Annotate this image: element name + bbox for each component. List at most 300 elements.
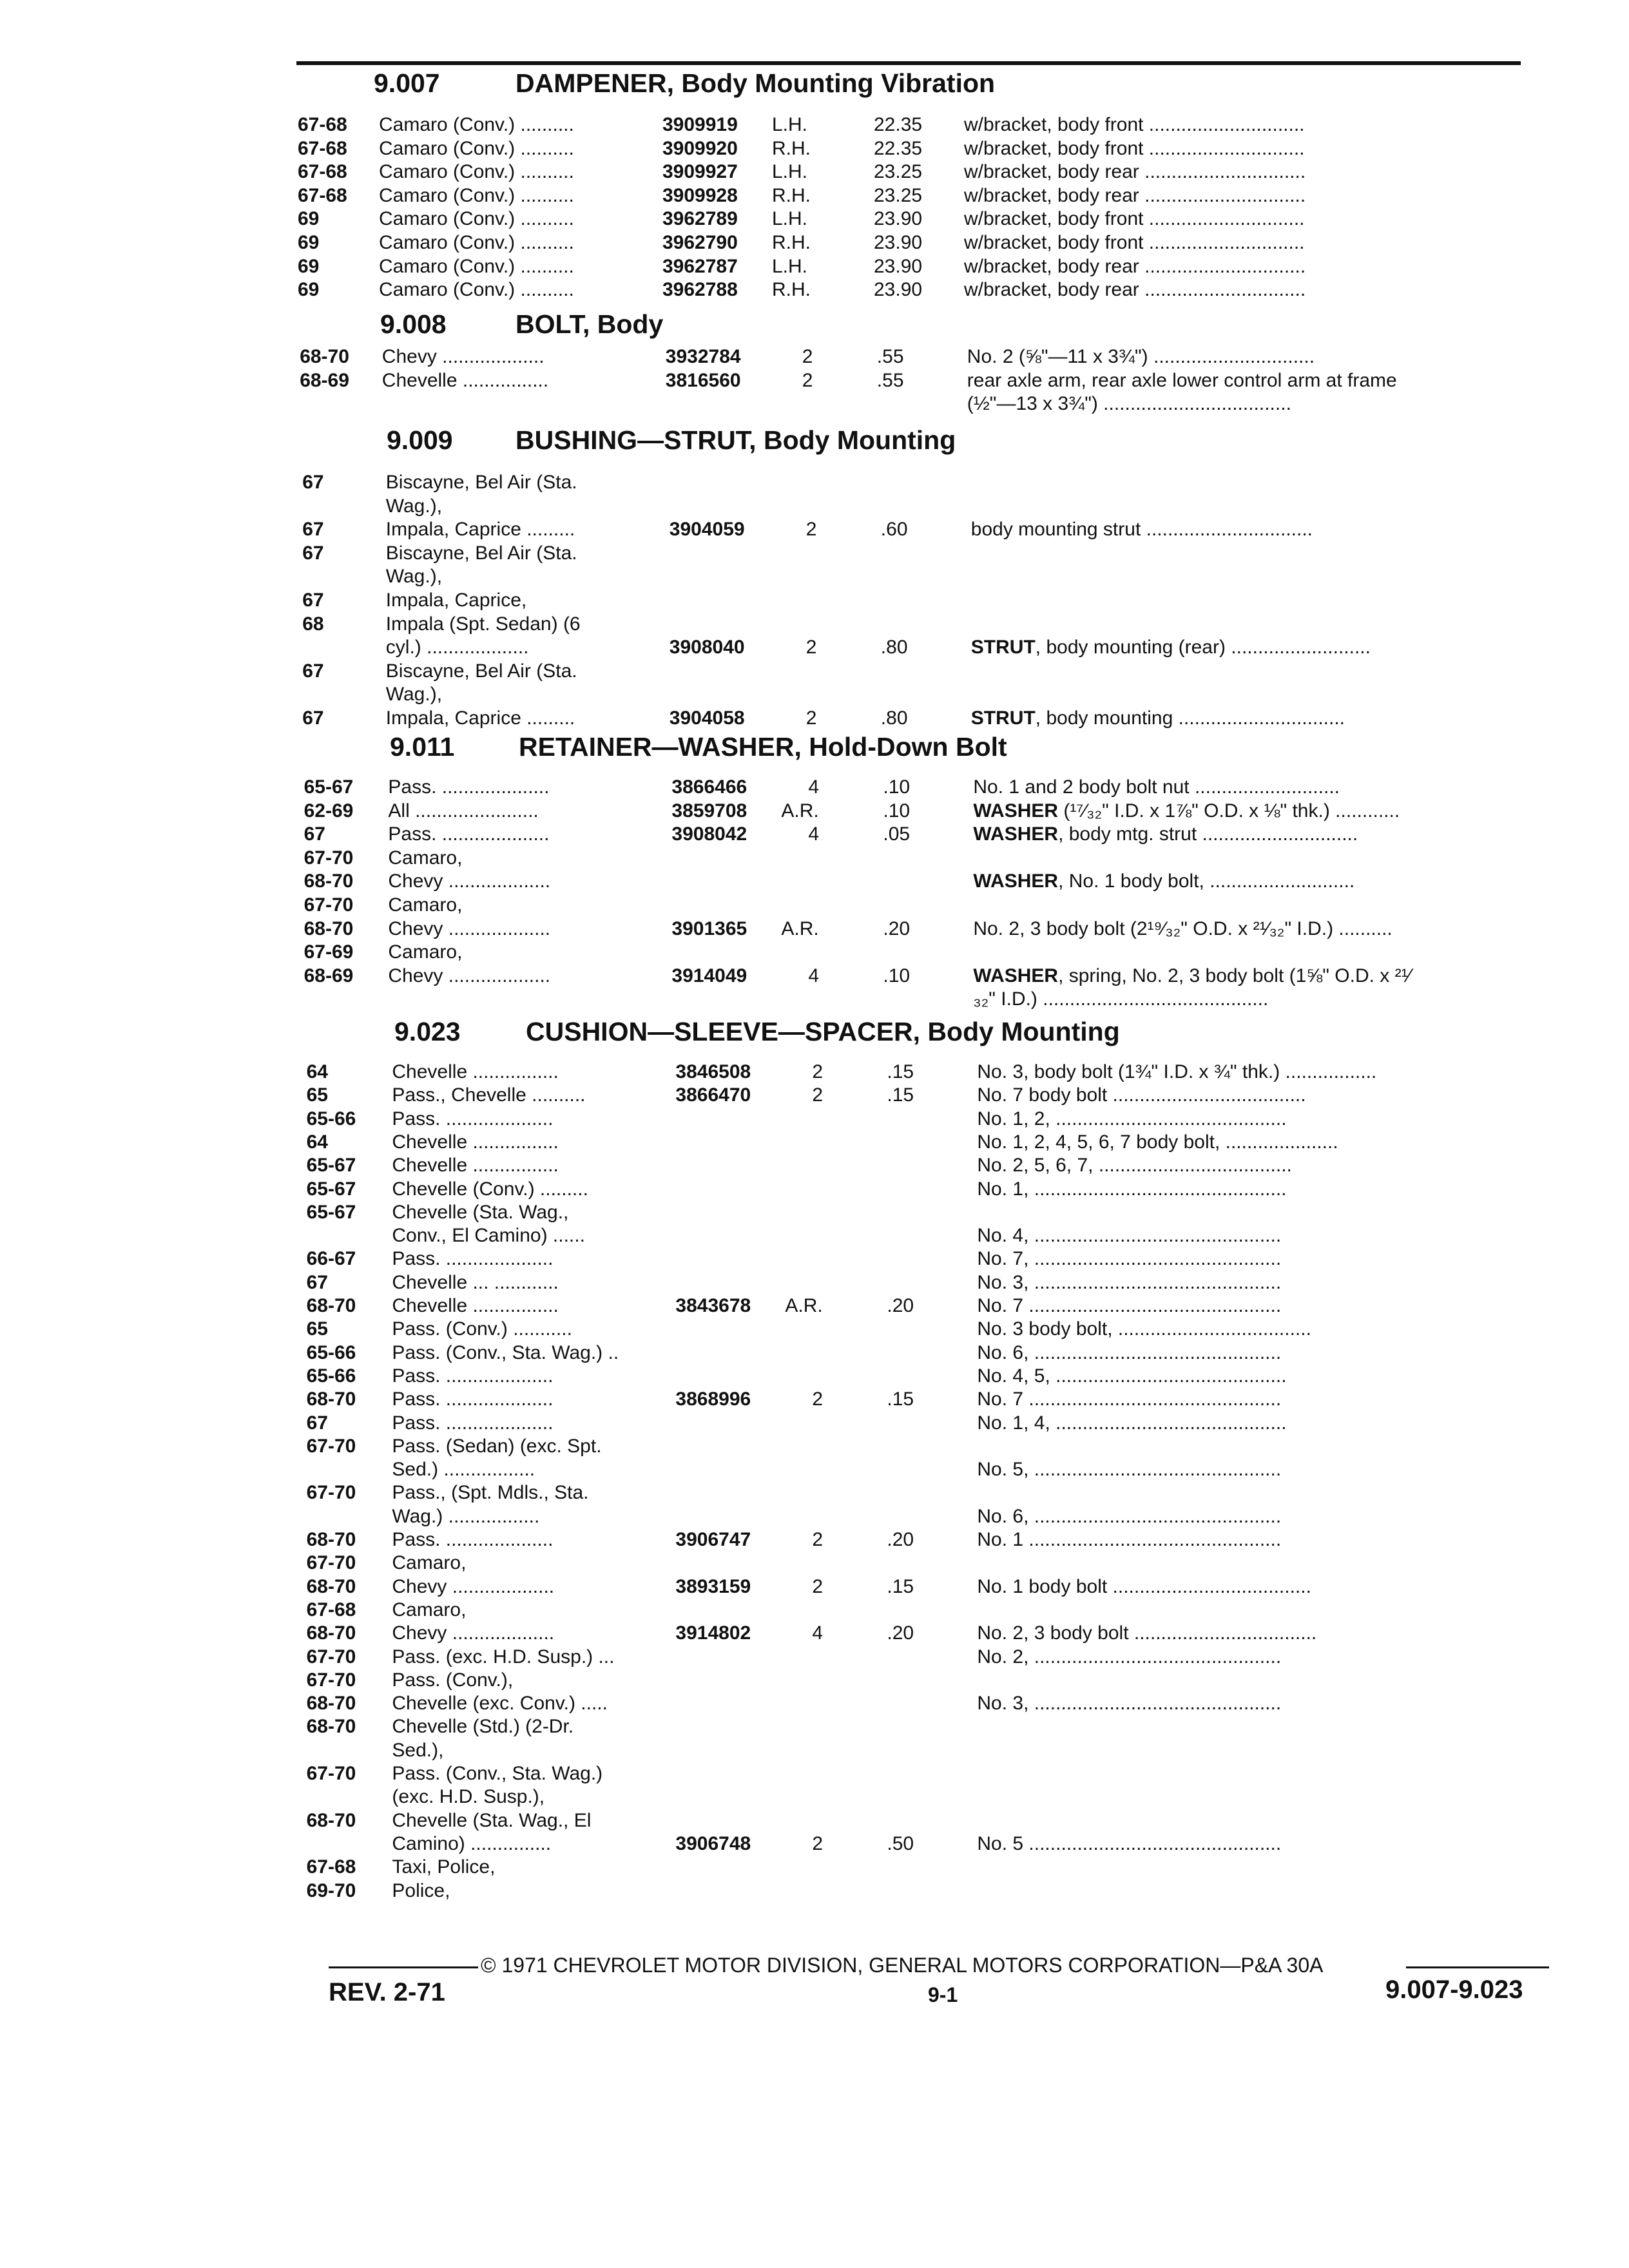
price: .55 — [876, 369, 904, 391]
description: No. 5, .............................................. — [977, 1459, 1282, 1481]
part-row — [0, 775, 1572, 799]
part-row — [0, 1153, 1572, 1177]
part-row — [0, 1130, 1572, 1154]
section-title: BOLT, Body — [516, 309, 664, 339]
quantity: 4 — [808, 823, 820, 845]
model-name: Wag.), — [385, 566, 443, 588]
quantity: L.H. — [772, 255, 808, 277]
quantity: 2 — [812, 1389, 824, 1410]
quantity: 4 — [808, 776, 820, 798]
part-number: 3908042 — [671, 823, 747, 845]
section-range: 9.007-9.023 — [1385, 1975, 1523, 2004]
footer-rule-right — [1406, 1966, 1549, 1968]
part-row — [0, 1504, 1572, 1528]
part-row — [0, 207, 1572, 231]
part-row — [0, 1855, 1572, 1879]
model-years: 68-70 — [306, 1389, 356, 1410]
part-number: 3906748 — [675, 1832, 751, 1854]
part-row — [0, 1738, 1572, 1762]
part-number: 3906747 — [675, 1529, 751, 1550]
model-name: Chevy ................... — [388, 965, 551, 986]
description: No. 7, .............................................. — [977, 1248, 1282, 1270]
model-name: Impala, Caprice ......... — [385, 519, 575, 541]
quantity: A.R. — [785, 1295, 823, 1316]
description: No. 3, .............................................. — [977, 1693, 1282, 1715]
part-row — [0, 1715, 1572, 1738]
part-number: 3962787 — [662, 255, 738, 277]
quantity: R.H. — [772, 184, 811, 206]
model-name: Camaro (Conv.) .......... — [379, 208, 574, 230]
part-row — [0, 682, 1572, 706]
price: 23.90 — [874, 255, 923, 277]
model-years: 68-69 — [300, 369, 349, 391]
description: No. 3, body bolt (1¾" I.D. x ¾" thk.) ................. — [977, 1061, 1377, 1082]
model-years: 67-70 — [304, 894, 354, 916]
model-name: Sed.), — [392, 1739, 444, 1761]
description: WASHER, No. 1 body bolt, ........................... — [973, 870, 1355, 892]
description: w/bracket, body front ............................. — [964, 208, 1305, 230]
model-name: Chevy ................... — [392, 1622, 555, 1644]
part-row — [0, 846, 1572, 870]
part-row — [0, 1177, 1572, 1201]
model-name: Biscayne, Bel Air (Sta. — [385, 472, 577, 493]
model-name: Pass. .................... — [388, 776, 550, 798]
model-years: 69 — [298, 208, 320, 230]
part-row — [0, 255, 1572, 278]
model-years: 67-68 — [306, 1856, 356, 1878]
model-name: Chevelle (Sta. Wag., El — [392, 1809, 592, 1831]
description: No. 1, 4, ........................................... — [977, 1412, 1287, 1434]
model-name: Camaro (Conv.) .......... — [379, 184, 574, 206]
description-keyword: STRUT — [970, 637, 1036, 658]
section-title: RETAINER—WASHER, Hold-Down Bolt — [519, 732, 1007, 762]
description: w/bracket, body rear .............................. — [964, 255, 1306, 277]
quantity: A.R. — [781, 800, 819, 822]
model-years: 68-70 — [306, 1809, 356, 1831]
section-number: 9.023 — [394, 1017, 461, 1046]
model-years: 68-70 — [306, 1622, 356, 1644]
model-name: Pass. .................... — [388, 823, 550, 845]
part-row — [0, 1528, 1572, 1552]
part-row — [0, 822, 1572, 846]
quantity: 2 — [805, 707, 817, 729]
model-name: Pass. .................... — [392, 1108, 554, 1129]
part-row — [0, 517, 1572, 541]
part-number: 3909927 — [662, 161, 738, 183]
model-years: 67-70 — [304, 847, 354, 869]
model-name: Chevelle ................ — [392, 1295, 559, 1316]
model-name: Camaro (Conv.) .......... — [379, 232, 574, 253]
model-name: Pass. .................... — [392, 1248, 554, 1270]
model-years: 67-70 — [306, 1435, 356, 1457]
part-number: 3932784 — [665, 346, 741, 367]
part-row — [0, 1621, 1572, 1645]
price: .15 — [887, 1084, 914, 1106]
model-years: 65-67 — [306, 1178, 356, 1200]
part-number: 3914049 — [671, 965, 747, 986]
model-years: 67 — [306, 1412, 328, 1434]
part-row — [0, 1060, 1572, 1084]
model-name: Impala, Caprice ......... — [385, 707, 575, 729]
quantity: 4 — [812, 1622, 824, 1644]
quantity: A.R. — [781, 918, 819, 939]
description: (½"—13 x 3¾") ................................... — [967, 393, 1291, 415]
part-row — [0, 940, 1572, 964]
quantity: 2 — [805, 637, 817, 658]
model-name: Chevelle ... ............ — [392, 1271, 559, 1293]
model-name: (exc. H.D. Susp.), — [392, 1786, 545, 1808]
description: body mounting strut ............................... — [970, 519, 1313, 541]
model-name: Camino) ............... — [392, 1832, 552, 1854]
model-years: 62-69 — [304, 800, 354, 822]
description: No. 3, .............................................. — [977, 1271, 1282, 1293]
part-row — [0, 345, 1572, 369]
description: No. 7 ............................................... — [977, 1389, 1282, 1410]
model-name: cyl.) ................... — [385, 637, 529, 658]
part-row — [0, 1785, 1572, 1809]
part-number: 3962788 — [662, 279, 738, 301]
part-row — [0, 1434, 1572, 1458]
part-row — [0, 987, 1572, 1011]
model-name: Wag.), — [385, 684, 443, 706]
price: 23.90 — [874, 232, 923, 253]
model-years: 68-70 — [304, 870, 354, 892]
description-keyword: WASHER — [973, 870, 1059, 892]
part-row — [0, 470, 1572, 494]
model-years: 65-67 — [304, 776, 354, 798]
quantity: 2 — [812, 1832, 824, 1854]
description: No. 7 body bolt .................................... — [977, 1084, 1306, 1106]
model-years: 67 — [306, 1271, 328, 1293]
model-name: Camaro (Conv.) .......... — [379, 161, 574, 183]
model-years: 67 — [302, 707, 324, 729]
part-row — [0, 278, 1572, 302]
model-name: Camaro (Conv.) .......... — [379, 279, 574, 301]
model-name: Impala (Spt. Sedan) (6 — [385, 613, 581, 635]
part-row — [0, 1691, 1572, 1715]
model-years: 65-66 — [306, 1341, 356, 1363]
model-name: Chevelle (exc. Conv.) ..... — [392, 1693, 608, 1715]
part-number: 3908040 — [669, 637, 745, 658]
quantity: L.H. — [772, 208, 808, 230]
description: No. 5 ............................................... — [977, 1832, 1282, 1854]
description-keyword: WASHER — [973, 823, 1059, 845]
price: .20 — [887, 1622, 914, 1644]
model-years: 67-68 — [298, 161, 347, 183]
part-row — [0, 635, 1572, 659]
part-row — [0, 1294, 1572, 1318]
model-name: Police, — [392, 1879, 450, 1901]
part-row — [0, 1575, 1572, 1599]
price: .05 — [883, 823, 911, 845]
part-row — [0, 1341, 1572, 1365]
part-row — [0, 231, 1572, 255]
model-years: 65-66 — [306, 1365, 356, 1387]
part-number: 3816560 — [665, 369, 741, 391]
model-years: 67-69 — [304, 941, 354, 963]
part-row — [0, 541, 1572, 565]
model-years: 65-67 — [306, 1155, 356, 1177]
description: No. 2, 3 body bolt .................................. — [977, 1622, 1317, 1644]
part-number: 3914802 — [675, 1622, 751, 1644]
part-number: 3904059 — [669, 519, 745, 541]
part-row — [0, 113, 1572, 137]
part-row — [0, 917, 1572, 941]
quantity: 2 — [812, 1575, 824, 1597]
part-row — [0, 893, 1572, 917]
price: .55 — [876, 346, 904, 367]
model-years: 67-68 — [298, 137, 347, 159]
copyright-line: © 1971 CHEVROLET MOTOR DIVISION, GENERAL MOTORS CORPORATION—P&A 30A — [481, 1954, 1324, 1977]
part-row — [0, 1317, 1572, 1341]
part-row — [0, 137, 1572, 160]
section-title: DAMPENER, Body Mounting Vibration — [516, 68, 996, 98]
price: .10 — [883, 965, 911, 986]
price: .80 — [880, 707, 908, 729]
model-years: 68-70 — [306, 1295, 356, 1316]
description: No. 1 and 2 body bolt nut ........................... — [973, 776, 1340, 798]
description: w/bracket, body front ............................. — [964, 137, 1305, 159]
part-row — [0, 964, 1572, 988]
model-name: Chevelle ................ — [392, 1155, 559, 1177]
model-years: 67 — [302, 519, 324, 541]
part-row — [0, 369, 1572, 392]
model-name: Pass. (Sedan) (exc. Spt. — [392, 1435, 602, 1457]
quantity: R.H. — [772, 232, 811, 253]
model-years: 69 — [298, 232, 320, 253]
description: No. 4, 5, ........................................... — [977, 1365, 1287, 1387]
description: rear axle arm, rear axle lower control arm at frame — [967, 369, 1397, 391]
part-row — [0, 1645, 1572, 1669]
model-years: 69 — [298, 279, 320, 301]
model-name: Wag.), — [385, 495, 443, 517]
model-name: Biscayne, Bel Air (Sta. — [385, 660, 577, 682]
description: No. 1, ............................................... — [977, 1178, 1287, 1200]
model-name: Camaro, — [388, 894, 463, 916]
model-name: Pass., Chevelle .......... — [392, 1084, 586, 1106]
model-years: 65 — [306, 1084, 328, 1106]
quantity: 4 — [808, 965, 820, 986]
model-name: Wag.) ................. — [392, 1505, 540, 1527]
page-number: 9-1 — [928, 1983, 958, 2006]
part-row — [0, 494, 1572, 518]
model-years: 67 — [302, 590, 324, 611]
model-years: 68-70 — [304, 918, 354, 939]
part-number: 3866470 — [675, 1084, 751, 1106]
model-name: Chevy ................... — [388, 870, 551, 892]
model-years: 67 — [302, 542, 324, 564]
description: WASHER, spring, No. 2, 3 body bolt (1⅝" O.D. x ²¹⁄ — [973, 965, 1411, 986]
model-name: Camaro (Conv.) .......... — [379, 255, 574, 277]
description: No. 1, 2, 4, 5, 6, 7 body bolt, ..................... — [977, 1131, 1338, 1153]
description-keyword: WASHER — [973, 965, 1059, 986]
model-name: All ....................... — [388, 800, 539, 822]
quantity: R.H. — [772, 279, 811, 301]
revision-label: REV. 2-71 — [329, 1978, 445, 2006]
part-row — [0, 799, 1572, 823]
model-name: Pass. .................... — [392, 1365, 554, 1387]
model-name: Chevelle (Sta. Wag., — [392, 1201, 569, 1223]
model-name: Pass. (Conv.) ........... — [392, 1318, 572, 1340]
section-number: 9.011 — [390, 732, 455, 762]
part-number: 3909919 — [662, 114, 738, 135]
model-years: 69 — [298, 255, 320, 277]
model-name: Camaro, — [392, 1552, 467, 1574]
model-name: Camaro, — [388, 941, 463, 963]
model-years: 65 — [306, 1318, 328, 1340]
price: 23.25 — [874, 161, 923, 183]
footer-rule-left — [329, 1966, 478, 1968]
quantity: L.H. — [772, 161, 808, 183]
description: ₃₂" I.D.) .......................................... — [973, 988, 1269, 1010]
part-row — [0, 1832, 1572, 1856]
description: WASHER (¹⁷⁄₃₂" I.D. x 1⅞" O.D. x ⅛" thk.) ............ — [973, 800, 1400, 822]
price: 23.25 — [874, 184, 923, 206]
model-years: 68-70 — [306, 1575, 356, 1597]
model-name: Taxi, Police, — [392, 1856, 496, 1878]
quantity: 2 — [812, 1061, 824, 1082]
model-years: 65-67 — [306, 1201, 356, 1223]
part-row — [0, 1668, 1572, 1692]
quantity: 2 — [802, 346, 813, 367]
model-name: Chevelle ................ — [381, 369, 549, 391]
model-years: 68-69 — [304, 965, 354, 986]
model-years: 68 — [302, 613, 324, 635]
part-number: 3893159 — [675, 1575, 751, 1597]
model-name: Chevelle ................ — [392, 1131, 559, 1153]
description: STRUT, body mounting (rear) .......................... — [970, 637, 1371, 658]
model-name: Conv., El Camino) ...... — [392, 1225, 585, 1247]
price: .50 — [887, 1832, 914, 1854]
model-years: 67-68 — [298, 184, 347, 206]
description-keyword: WASHER — [973, 800, 1059, 822]
description: WASHER, body mtg. strut ............................. — [973, 823, 1358, 845]
model-years: 67 — [302, 472, 324, 493]
part-number: 3843678 — [675, 1295, 751, 1316]
model-name: Impala, Caprice, — [385, 590, 527, 611]
model-name: Pass. (exc. H.D. Susp.) ... — [392, 1646, 615, 1667]
part-row — [0, 1411, 1572, 1435]
model-years: 67-70 — [306, 1669, 356, 1691]
model-name: Camaro (Conv.) .......... — [379, 114, 574, 135]
model-years: 67-70 — [306, 1763, 356, 1784]
description: No. 2, 5, 6, 7, .................................... — [977, 1155, 1292, 1177]
description: No. 4, .............................................. — [977, 1225, 1282, 1247]
model-name: Sed.) ................. — [392, 1459, 535, 1481]
description: No. 7 ............................................... — [977, 1295, 1282, 1316]
quantity: 2 — [812, 1084, 824, 1106]
quantity: R.H. — [772, 137, 811, 159]
model-years: 67-70 — [306, 1552, 356, 1574]
model-years: 66-67 — [306, 1248, 356, 1270]
description: No. 6, .............................................. — [977, 1505, 1282, 1527]
price: .15 — [887, 1575, 914, 1597]
price: .10 — [883, 800, 911, 822]
description: w/bracket, body rear .............................. — [964, 161, 1306, 183]
description: w/bracket, body front ............................. — [964, 114, 1305, 135]
model-years: 64 — [306, 1061, 328, 1082]
price: .80 — [880, 637, 908, 658]
price: .20 — [887, 1295, 914, 1316]
part-row — [0, 1387, 1572, 1411]
section-title: BUSHING—STRUT, Body Mounting — [516, 425, 956, 455]
part-number: 3909928 — [662, 184, 738, 206]
model-years: 67 — [304, 823, 325, 845]
part-row — [0, 706, 1572, 730]
model-name: Camaro, — [392, 1599, 467, 1620]
model-name: Pass. (Conv., Sta. Wag.) .. — [392, 1341, 619, 1363]
part-row — [0, 392, 1572, 416]
price: 22.35 — [874, 137, 923, 159]
model-years: 67-68 — [306, 1599, 356, 1620]
part-row — [0, 1762, 1572, 1785]
part-number: 3909920 — [662, 137, 738, 159]
part-row — [0, 1271, 1572, 1294]
section-number: 9.009 — [387, 425, 453, 455]
part-row — [0, 1809, 1572, 1832]
price: .60 — [880, 519, 908, 541]
price: 23.90 — [874, 279, 923, 301]
part-row — [0, 1457, 1572, 1481]
model-years: 68-70 — [306, 1693, 356, 1715]
part-row — [0, 160, 1572, 184]
model-name: Pass. .................... — [392, 1412, 554, 1434]
model-years: 67-70 — [306, 1646, 356, 1667]
quantity: L.H. — [772, 114, 808, 135]
description: No. 2, 3 body bolt (2¹⁹⁄₃₂" O.D. x ²¹⁄₃₂" I.D.) .......... — [973, 918, 1393, 939]
description: STRUT, body mounting ............................... — [970, 707, 1345, 729]
model-name: Chevy ................... — [381, 346, 545, 367]
part-row — [0, 564, 1572, 588]
price: 23.90 — [874, 208, 923, 230]
model-name: Biscayne, Bel Air (Sta. — [385, 542, 577, 564]
model-years: 64 — [306, 1131, 328, 1153]
part-number: 3904058 — [669, 707, 745, 729]
part-row — [0, 1107, 1572, 1131]
description: No. 1 body bolt ..................................... — [977, 1575, 1311, 1597]
quantity: 2 — [805, 519, 817, 541]
price: .15 — [887, 1389, 914, 1410]
price: .20 — [883, 918, 911, 939]
part-number: 3868996 — [675, 1389, 751, 1410]
description: No. 6, .............................................. — [977, 1341, 1282, 1363]
description: No. 2, .............................................. — [977, 1646, 1282, 1667]
part-number: 3901365 — [671, 918, 747, 939]
part-number: 3859708 — [671, 800, 747, 822]
part-row — [0, 1224, 1572, 1247]
section-title: CUSHION—SLEEVE—SPACER, Body Mounting — [526, 1017, 1120, 1046]
model-years: 67-68 — [298, 114, 347, 135]
model-name: Chevelle (Conv.) ......... — [392, 1178, 588, 1200]
part-row — [0, 588, 1572, 612]
model-name: Chevelle (Std.) (2-Dr. — [392, 1716, 574, 1738]
model-name: Chevelle ................ — [392, 1061, 559, 1082]
part-row — [0, 1879, 1572, 1903]
model-name: Pass. (Conv., Sta. Wag.) — [392, 1763, 603, 1784]
part-row — [0, 1200, 1572, 1224]
model-years: 68-70 — [306, 1529, 356, 1550]
part-number: 3962790 — [662, 232, 738, 253]
part-number: 3962789 — [662, 208, 738, 230]
description: w/bracket, body front ............................. — [964, 232, 1305, 253]
description: No. 1 ............................................... — [977, 1529, 1282, 1550]
model-name: Camaro, — [388, 847, 463, 869]
description: No. 1, 2, ........................................... — [977, 1108, 1287, 1129]
model-name: Camaro (Conv.) .......... — [379, 137, 574, 159]
model-name: Chevy ................... — [392, 1575, 555, 1597]
model-years: 67-70 — [306, 1482, 356, 1504]
model-name: Pass. .................... — [392, 1529, 554, 1550]
